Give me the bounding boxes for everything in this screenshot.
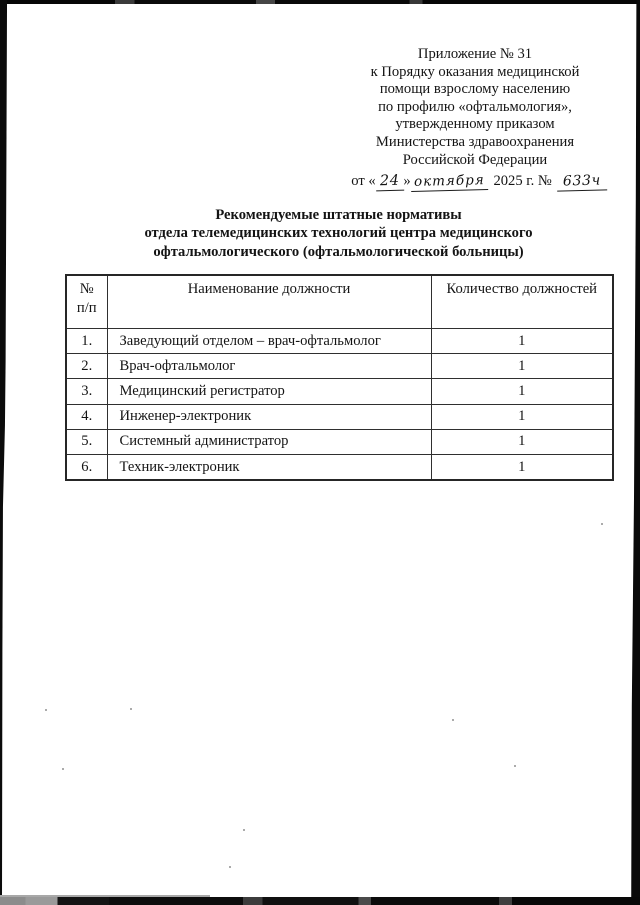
row-count: 1 [431, 354, 613, 379]
row-position: Заведующий отделом – врач-офтальмолог [107, 329, 431, 354]
scan-speck [229, 866, 231, 868]
scan-speck [130, 708, 132, 710]
row-number: 1. [66, 329, 107, 354]
col-header-num [66, 275, 107, 329]
col-header-count: Количество должностей [431, 275, 613, 329]
appendix-line: утвержденному приказом [395, 116, 555, 133]
handwritten-month: октября [410, 174, 487, 192]
row-count: 1 [431, 404, 613, 429]
row-position: Системный администратор [107, 429, 431, 454]
table-row [66, 429, 613, 454]
appendix-line: помощи взрослому населению [379, 81, 571, 98]
scan-speck [601, 523, 603, 525]
scan-speck [243, 829, 245, 831]
scan-speck [452, 719, 454, 721]
scan-artifact-right-bar [630, 0, 640, 905]
scan-artifact-left-bar [0, 0, 8, 905]
row-number: 4. [66, 404, 107, 429]
staffing-table [65, 274, 614, 481]
scan-speck [514, 765, 516, 767]
handwritten-order-number: 633ч [557, 175, 607, 192]
scan-artifact-bottom-bar [0, 897, 640, 905]
appendix-line: к Порядку оказания медицинской [370, 63, 580, 80]
scan-artifact-top-bar [0, 0, 640, 4]
appendix-line: Российской Федерации [402, 151, 548, 168]
row-position: Инженер-электроник [107, 404, 431, 429]
col-header-num-bottom: п/п [76, 300, 97, 316]
order-date-line [320, 173, 630, 191]
appendix-line: по профилю «офтальмология», [378, 98, 572, 115]
date-prefix: от « [351, 173, 376, 190]
handwritten-day: 24 [376, 175, 404, 192]
row-number: 6. [66, 454, 107, 480]
date-year-part: 2025 г. № [493, 173, 552, 190]
row-number: 2. [66, 354, 107, 379]
appendix-header [320, 46, 630, 191]
table-row [66, 379, 613, 404]
row-count: 1 [431, 429, 613, 454]
appendix-line: Приложение № 31 [417, 46, 533, 62]
table-row [66, 454, 613, 480]
row-count: 1 [431, 379, 613, 404]
title-line: офтальмологического (офтальмологической больницы) [153, 243, 524, 260]
row-count: 1 [431, 454, 613, 480]
scan-speck [45, 709, 47, 711]
table-row [66, 404, 613, 429]
table-header-row [66, 275, 613, 329]
col-header-num-top: № [79, 281, 94, 297]
col-header-position: Наименование должности [107, 275, 431, 329]
row-number: 5. [66, 429, 107, 454]
row-position: Врач-офтальмолог [107, 354, 431, 379]
title-line: Рекомендуемые штатные нормативы [215, 207, 462, 223]
title-line: отдела телемедицинских технологий центра медицинского [144, 225, 533, 242]
appendix-line: Министерства здравоохранения [375, 133, 575, 150]
row-count: 1 [431, 329, 613, 354]
row-position: Медицинский регистратор [107, 379, 431, 404]
scan-speck [62, 768, 64, 770]
table-row [66, 329, 613, 354]
document-title [65, 206, 612, 261]
table-row [66, 354, 613, 379]
row-position: Техник-электроник [107, 454, 431, 480]
date-close-quote: » [403, 173, 411, 190]
row-number: 3. [66, 379, 107, 404]
